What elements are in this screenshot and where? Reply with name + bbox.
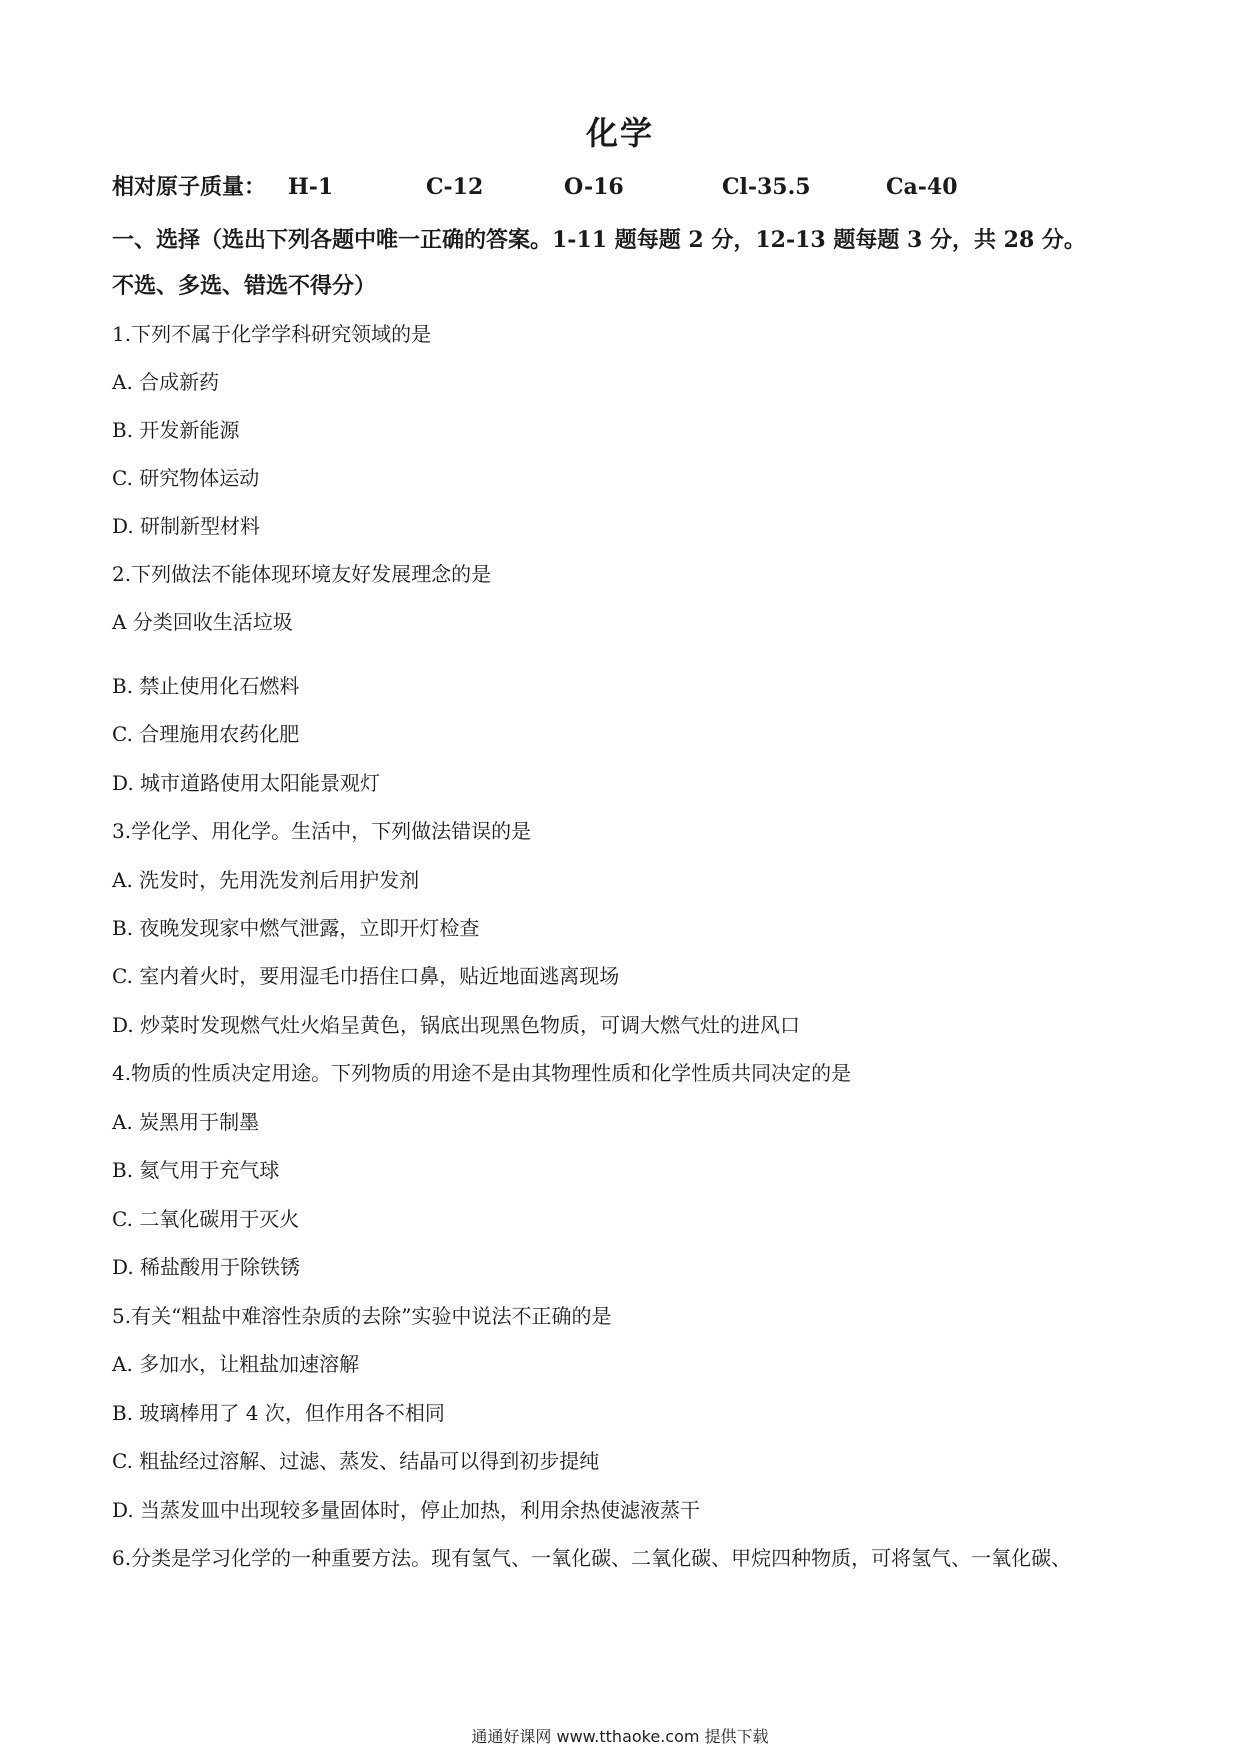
question-3-option-b: B. 夜晚发现家中燃气泄露，立即开灯检查 bbox=[112, 916, 480, 940]
atomic-mass-item: C-12 bbox=[426, 174, 484, 200]
page-footer: 通通好课网 www.tthaoke.com 提供下载 bbox=[471, 1727, 769, 1746]
question-4-option-d: D. 稀盐酸用于除铁锈 bbox=[112, 1255, 301, 1279]
question-2-option-c: C. 合理施用农药化肥 bbox=[112, 722, 300, 746]
question-1-option-b: B. 开发新能源 bbox=[112, 418, 240, 442]
question-4-option-b: B. 氦气用于充气球 bbox=[112, 1158, 280, 1182]
question-2-option-b: B. 禁止使用化石燃料 bbox=[112, 674, 300, 698]
question-1-stem: 1.下列不属于化学学科研究领域的是 bbox=[112, 322, 432, 346]
atomic-mass-line bbox=[112, 170, 958, 201]
question-5-option-c: C. 粗盐经过溶解、过滤、蒸发、结晶可以得到初步提纯 bbox=[112, 1449, 600, 1473]
question-5-stem: 5.有关“粗盐中难溶性杂质的去除”实验中说法不正确的是 bbox=[112, 1304, 612, 1328]
question-4-stem: 4.物质的性质决定用途。下列物质的用途不是由其物理性质和化学性质共同决定的是 bbox=[112, 1061, 852, 1085]
page-title: 化学 bbox=[585, 114, 654, 152]
question-1-option-c: C. 研究物体运动 bbox=[112, 466, 260, 490]
question-4-option-c: C. 二氧化碳用于灭火 bbox=[112, 1207, 300, 1231]
section-heading-line2: 不选、多选、错选不得分） bbox=[112, 273, 377, 299]
atomic-mass-item: Cl-35.5 bbox=[722, 174, 811, 200]
question-4-option-a: A. 炭黑用于制墨 bbox=[112, 1110, 260, 1134]
section-heading-line1: 一、选择（选出下列各题中唯一正确的答案。1-11 题每题 2 分，12-13 题每题 3 分，共 28 分。 bbox=[112, 227, 1086, 253]
question-3-option-c: C. 室内着火时，要用湿毛巾捂住口鼻，贴近地面逃离现场 bbox=[112, 964, 620, 988]
atomic-mass-item: O-16 bbox=[564, 174, 624, 200]
atomic-mass-item: Ca-40 bbox=[886, 174, 958, 200]
question-3-option-a: A. 洗发时，先用洗发剂后用护发剂 bbox=[112, 868, 420, 892]
question-5-option-b: B. 玻璃棒用了 4 次，但作用各不相同 bbox=[112, 1401, 445, 1425]
atomic-mass-label: 相对原子质量： bbox=[112, 174, 267, 200]
question-3-option-d: D. 炒菜时发现燃气灶火焰呈黄色，锅底出现黑色物质，可调大燃气灶的进风口 bbox=[112, 1013, 801, 1037]
question-2-option-d: D. 城市道路使用太阳能景观灯 bbox=[112, 771, 381, 795]
question-5-option-a: A. 多加水，让粗盐加速溶解 bbox=[112, 1352, 360, 1376]
question-2-option-a: A 分类回收生活垃圾 bbox=[112, 610, 293, 634]
question-2-stem: 2.下列做法不能体现环境友好发展理念的是 bbox=[112, 562, 492, 586]
question-3-stem: 3.学化学、用化学。生活中，下列做法错误的是 bbox=[112, 819, 532, 843]
question-5-option-d: D. 当蒸发皿中出现较多量固体时，停止加热，利用余热使滤液蒸干 bbox=[112, 1498, 701, 1522]
question-6-stem: 6.分类是学习化学的一种重要方法。现有氢气、一氧化碳、二氧化碳、甲烷四种物质，可将氢气、一氧化碳、 bbox=[112, 1546, 1072, 1570]
atomic-mass-item: H-1 bbox=[288, 174, 334, 200]
question-1-option-a: A. 合成新药 bbox=[112, 370, 220, 394]
question-1-option-d: D. 研制新型材料 bbox=[112, 514, 261, 538]
